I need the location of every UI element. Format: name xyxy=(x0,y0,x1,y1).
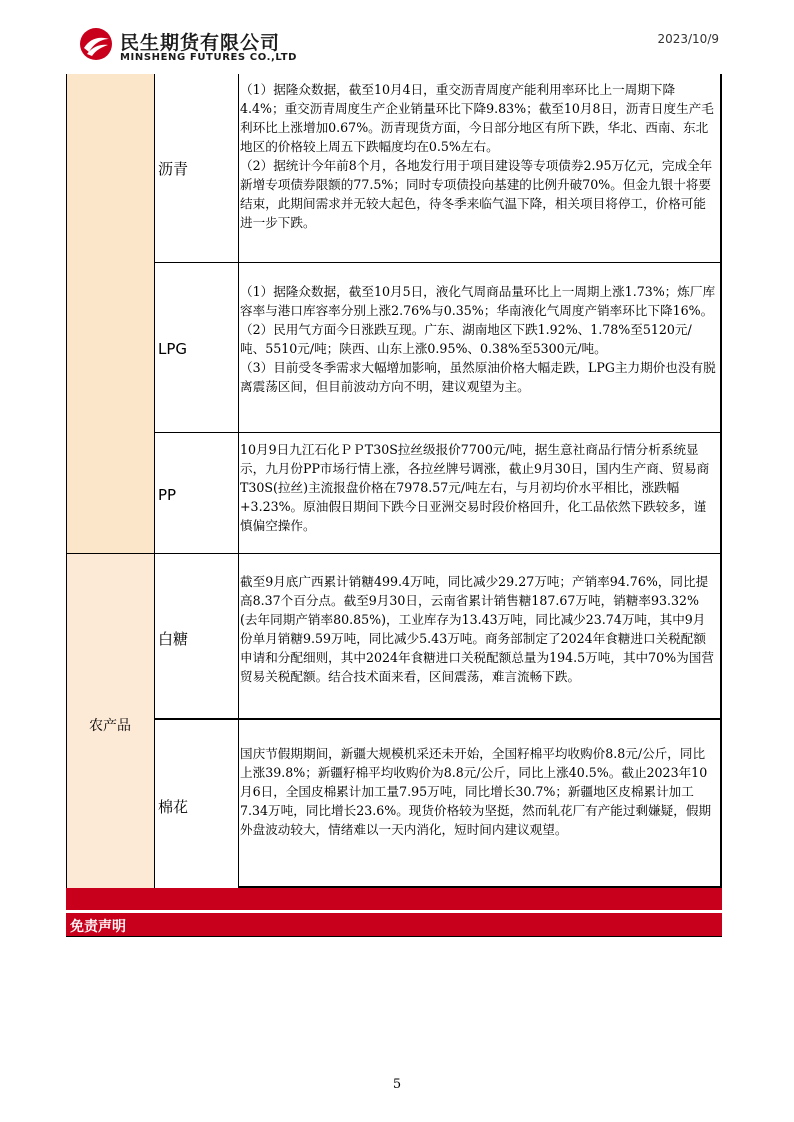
company-name-en: MINSHENG FUTURES CO.,LTD xyxy=(120,52,298,63)
row-text-sugar xyxy=(240,572,716,686)
paragraph: （2）据统计今年前8个月，各地发行用于项目建设等专项债券2.95万亿元，完成全年新增专项债券限额的77.5%；同时专项债投向基建的比例升破70%。但金九银十将要结束，此期间需求并无较大起色，待冬季来临气温下降，相关项目将停工，价格可能进一步下跌。 xyxy=(240,158,713,230)
row-text-asphalt xyxy=(240,80,716,232)
paragraph: （2）民用气方面今日涨跌互现。广东、湖南地区下跌1.92%、1.78%至5120元/吨、5510元/吨；陕西、山东上涨0.95%、0.38%至5300元/吨。 xyxy=(240,322,692,356)
row-name-asphalt: 沥青 xyxy=(158,160,189,178)
report-date: 2023/10/9 xyxy=(657,32,719,46)
row-text-pp xyxy=(240,440,716,535)
row-name-sugar: 白糖 xyxy=(158,630,189,648)
row-text-cotton xyxy=(240,744,716,839)
paragraph: 截至9月底广西累计销糖499.4万吨，同比减少29.27万吨；产销率94.76%，同比提高8.37个百分点。截至9月30日，云南省累计销售糖187.67万吨，销糖率93.32%(去年同期产销率80.85%)，工业库存为13.43万吨，同比减少23.74万吨，其中9月份单月销糖9.59万吨，同比减少5.43万吨。商务部制定了2024年食糖进口关税配额申请和分配细则，其中2024年食糖进口关税配额总量为194.5万吨，其中70%为国营贸易关税配额。结合技术面来看，区间震荡，难言流畅下跌。 xyxy=(240,574,714,684)
category-cell-energy xyxy=(66,74,154,554)
page-number: 5 xyxy=(392,1077,402,1092)
paragraph: 国庆节假期期间，新疆大规模机采还未开始，全国籽棉平均收购价8.8元/公斤，同比上涨39.8%；新疆籽棉平均收购价为8.8元/公斤，同比上涨40.5%。截止2023年10月6日，全国皮棉累计加工量7.95万吨，同比增长30.7%；新疆地区皮棉累计加工7.34万吨，同比增长23.6%。现货价格较为坚挺，然而轧花厂有产能过剩嫌疑，假期外盘波动较大，情绪难以一天内消化，短时间内建议观望。 xyxy=(240,746,712,837)
minsheng-logo-icon xyxy=(78,26,114,62)
row-name-lpg: LPG xyxy=(158,340,188,358)
disclaimer-bar xyxy=(66,913,722,937)
paragraph: （3）目前受冬季需求大幅增加影响，虽然原油价格大幅走跌，LPG主力期价也没有脱离震荡区间，但目前波动方向不明，建议观望为主。 xyxy=(240,360,716,394)
row-name-cotton: 棉花 xyxy=(158,798,189,816)
disclaimer-title: 免责声明 xyxy=(70,919,126,935)
row-text-lpg xyxy=(240,282,716,396)
paragraph: 10月9日九江石化ＰＰT30S拉丝级报价7700元/吨，据生意社商品行情分析系统显示，九月份PP市场行情上涨，各拉丝牌号调涨，截止9月30日，国内生产商、贸易商T30S(拉丝)主流报盘价格在7978.57元/吨左右，与月初均价水平相比，涨跌幅+3.23%。原油假日期间下跌今日亚洲交易时段价格回升，化工品依然下跌较多，谨慎偏空操作。 xyxy=(240,442,710,533)
paragraph: （1）据隆众数据，截至10月4日，重交沥青周度产能利用率环比上一周期下降4.4%；重交沥青周度生产企业销量环比下降9.83%；截至10月8日，沥青日度生产毛利环比上涨增加0.67%。沥青现货方面，今日部分地区有所下跌，华北、西南、东北地区的价格较上周五下跌幅度均在0.5%左右。 xyxy=(240,82,714,154)
company-name-cn: 民生期货有限公司 xyxy=(120,32,281,54)
section-divider-bar xyxy=(66,888,722,910)
row-name-pp: PP xyxy=(158,486,177,504)
paragraph: （1）据隆众数据，截至10月5日，液化气周商品量环比上一周期上涨1.73%；炼厂库容率与港口库容率分别上涨2.76%与0.35%；华南液化气周度产销率环比下降16%。 xyxy=(240,284,716,318)
category-label-agri: 农产品 xyxy=(89,718,131,734)
